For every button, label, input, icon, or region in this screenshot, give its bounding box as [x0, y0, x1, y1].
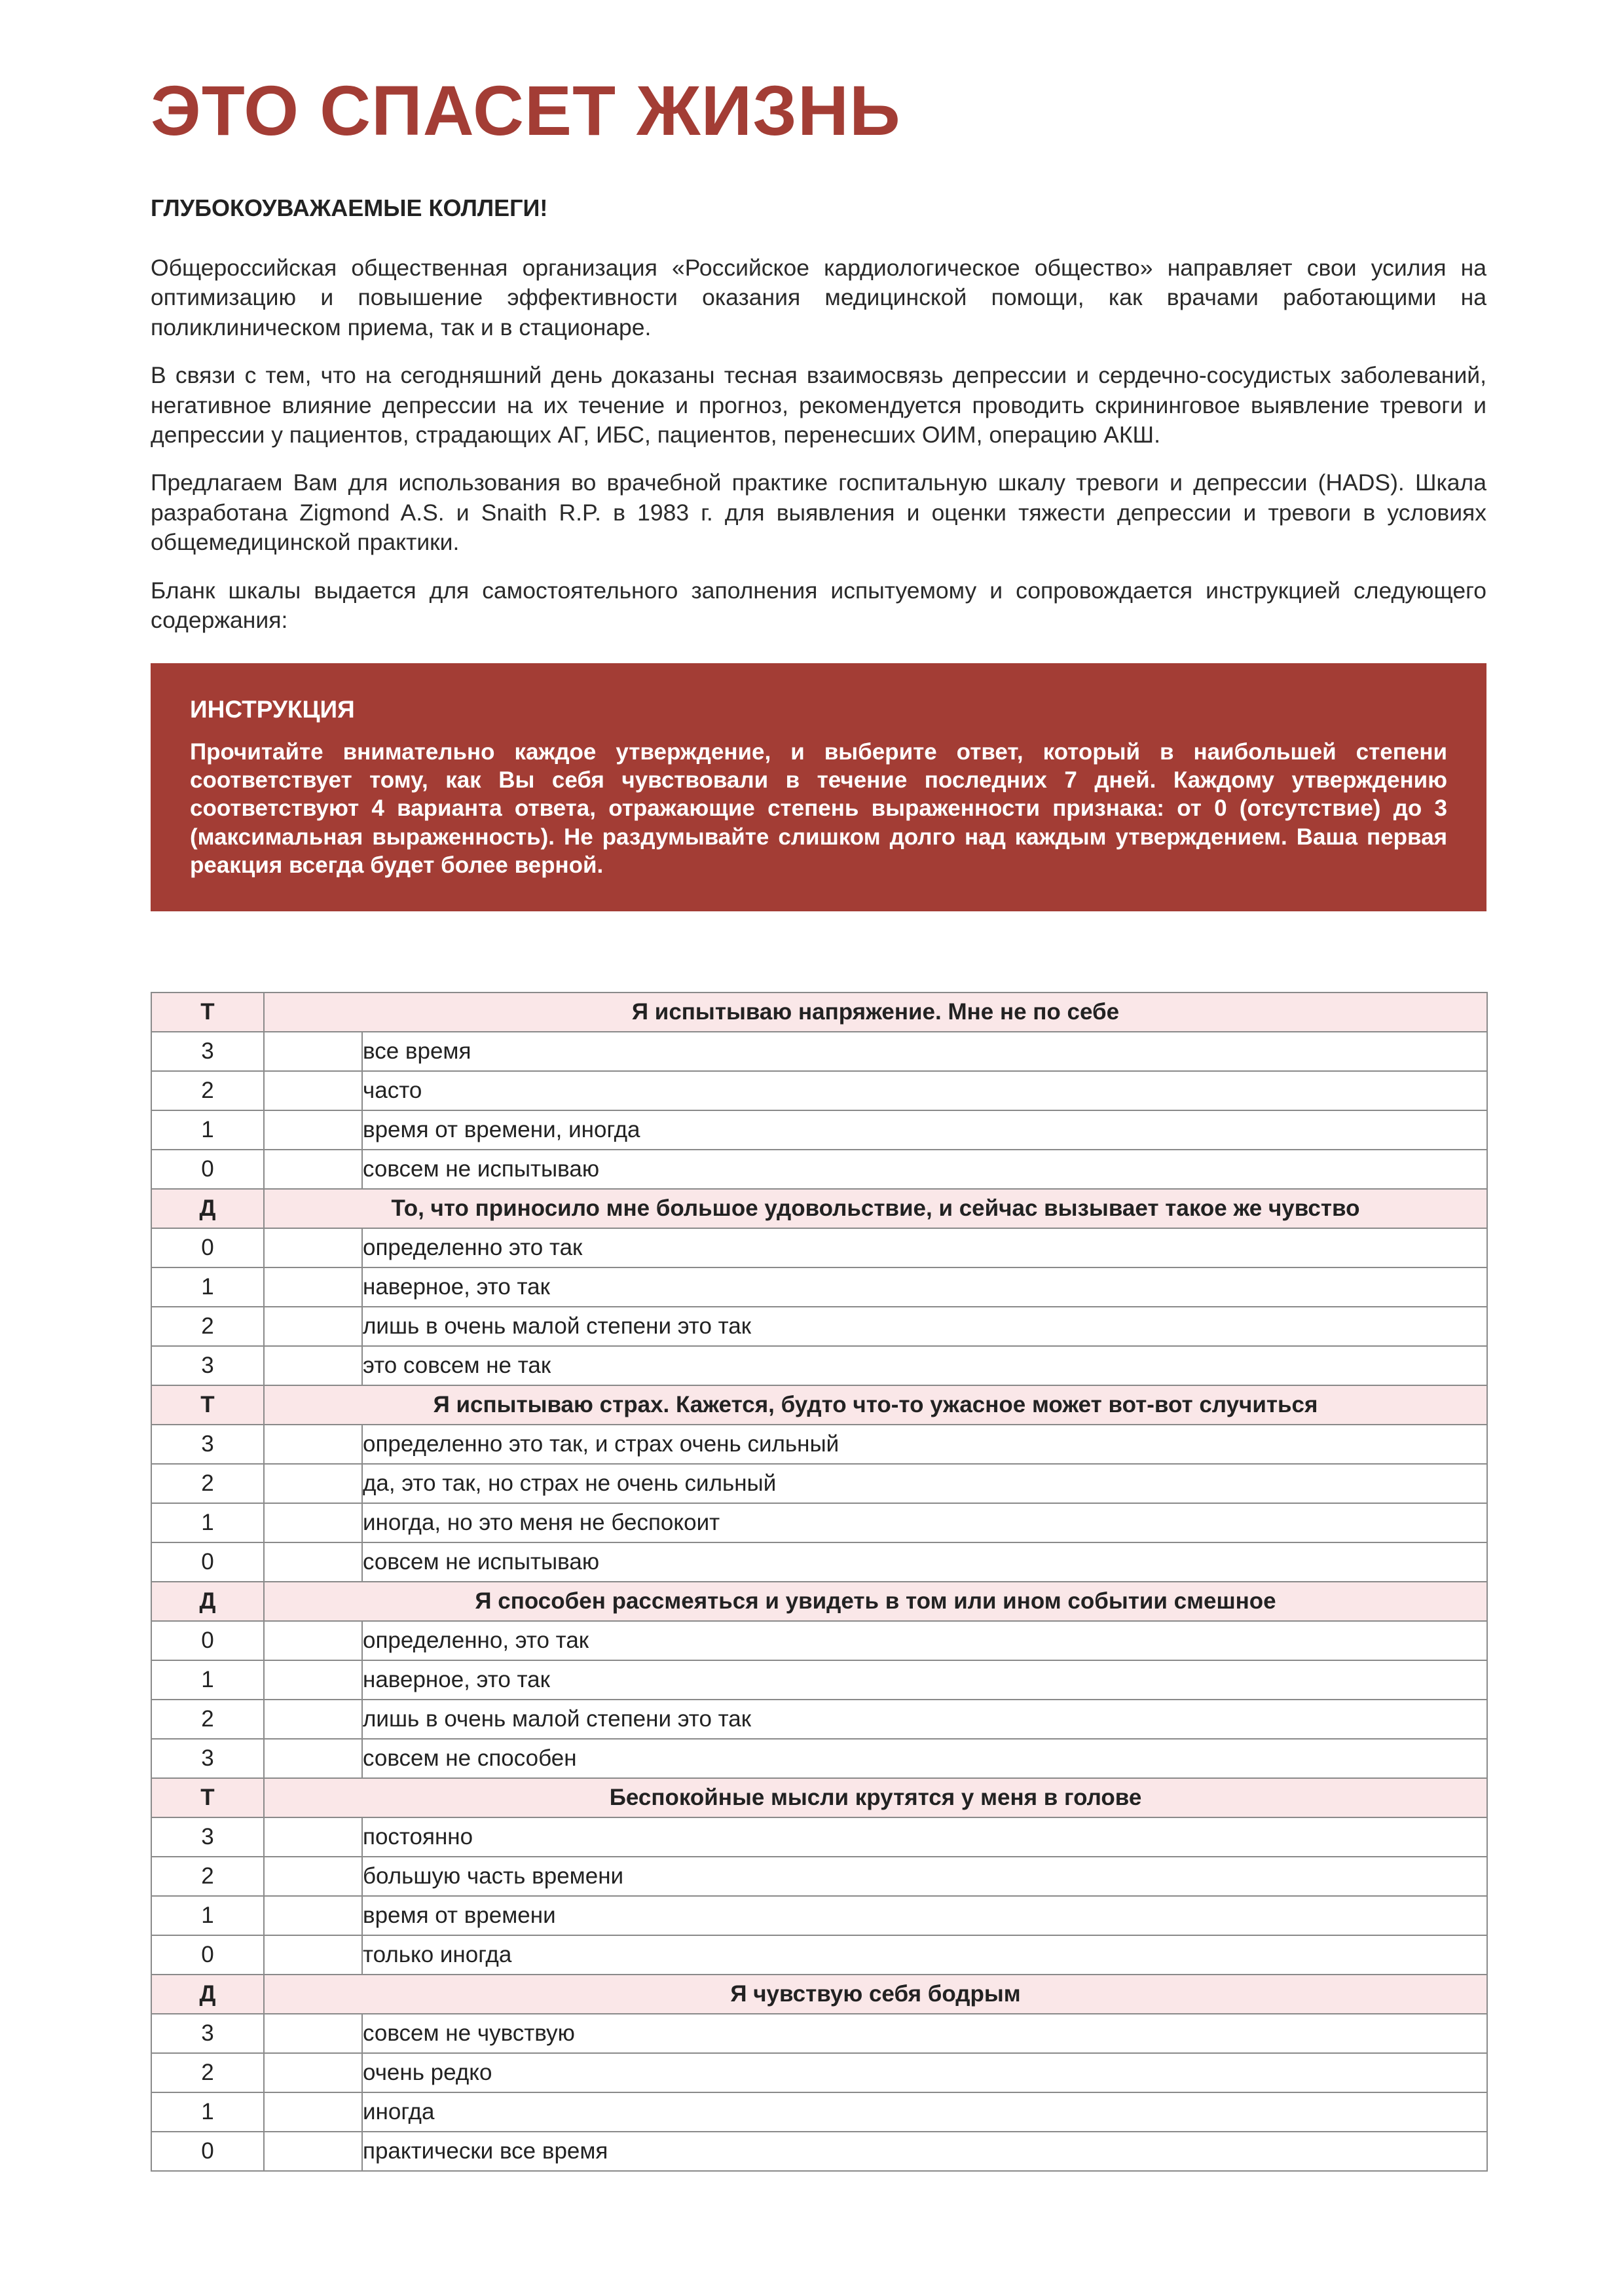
answer-text: время от времени, иногда — [362, 1110, 1487, 1150]
question-row — [151, 1582, 1487, 1621]
scale-letter: Д — [151, 1582, 264, 1621]
answer-row[interactable] — [151, 1267, 1487, 1307]
question-text: То, что приносило мне большое удовольствие, и сейчас вызывает такое же чувство — [264, 1189, 1487, 1228]
answer-score: 1 — [151, 1503, 264, 1542]
answer-row[interactable] — [151, 1110, 1487, 1150]
answer-mark-cell[interactable] — [264, 1228, 362, 1267]
answer-row[interactable] — [151, 1542, 1487, 1582]
answer-score: 0 — [151, 2132, 264, 2171]
answer-mark-cell[interactable] — [264, 1935, 362, 1975]
answer-mark-cell[interactable] — [264, 1542, 362, 1582]
answer-score: 2 — [151, 1857, 264, 1896]
answer-text: наверное, это так — [362, 1660, 1487, 1700]
answer-text: лишь в очень малой степени это так — [362, 1700, 1487, 1739]
answer-text: очень редко — [362, 2053, 1487, 2092]
answer-row[interactable] — [151, 1817, 1487, 1857]
answer-text: это совсем не так — [362, 1346, 1487, 1385]
answer-text: все время — [362, 1032, 1487, 1071]
answer-score: 2 — [151, 1307, 264, 1346]
question-row — [151, 1385, 1487, 1425]
answer-text: совсем не чувствую — [362, 2014, 1487, 2053]
question-text: Я испытываю напряжение. Мне не по себе — [264, 993, 1487, 1032]
answer-mark-cell[interactable] — [264, 1503, 362, 1542]
answer-text: лишь в очень малой степени это так — [362, 1307, 1487, 1346]
answer-text: да, это так, но страх не очень сильный — [362, 1464, 1487, 1503]
answer-score: 1 — [151, 2092, 264, 2132]
answer-row[interactable] — [151, 1464, 1487, 1503]
answer-row[interactable] — [151, 1346, 1487, 1385]
answer-mark-cell[interactable] — [264, 2053, 362, 2092]
instruction-box — [151, 663, 1486, 911]
question-text: Я чувствую себя бодрым — [264, 1975, 1487, 2014]
scale-letter: Т — [151, 1385, 264, 1425]
answer-score: 3 — [151, 1346, 264, 1385]
answer-score: 1 — [151, 1267, 264, 1307]
answer-score: 0 — [151, 1150, 264, 1189]
answer-mark-cell[interactable] — [264, 1621, 362, 1660]
answer-row[interactable] — [151, 1503, 1487, 1542]
answer-text: практически все время — [362, 2132, 1487, 2171]
answer-mark-cell[interactable] — [264, 1307, 362, 1346]
answer-row[interactable] — [151, 1700, 1487, 1739]
answer-text: только иногда — [362, 1935, 1487, 1975]
answer-score: 2 — [151, 1700, 264, 1739]
instruction-title: ИНСТРУКЦИЯ — [190, 695, 355, 723]
question-row — [151, 1975, 1487, 2014]
page-title: ЭТО СПАСЕТ ЖИЗНЬ — [151, 71, 901, 150]
instruction-text: Прочитайте внимательно каждое утверждение, и выберите ответ, который в наибольшей степени соответствует тому, как Вы себя чувствовали в течение последних 7 дней. Каждому утверждению соответствуют 4 варианта ответа, отражающие степень выраженности признака: от 0 (отсутствие) до 3 (максимальная выраженность). Не раздумывайте слишком долго над каждым утверждением. Ваша первая реакция всегда будет более верной. — [190, 738, 1447, 879]
answer-mark-cell[interactable] — [264, 1464, 362, 1503]
answer-score: 1 — [151, 1110, 264, 1150]
question-row — [151, 1189, 1487, 1228]
answer-score: 0 — [151, 1542, 264, 1582]
answer-score: 3 — [151, 1425, 264, 1464]
answer-row[interactable] — [151, 1660, 1487, 1700]
question-row — [151, 993, 1487, 1032]
scale-letter: Т — [151, 993, 264, 1032]
answer-text: часто — [362, 1071, 1487, 1110]
greeting: ГЛУБОКОУВАЖАЕМЫЕ КОЛЛЕГИ! — [151, 194, 548, 221]
intro-paragraph-3: Предлагаем Вам для использования во врачебной практике госпитальную шкалу тревоги и депрессии (HADS). Шкала разработана Zigmond A.S. и Snaith R.P. в 1983 г. для выявления и оценки тяжести депрессии и тревоги в условиях общемедицинской практики. — [151, 469, 1486, 556]
answer-mark-cell[interactable] — [264, 1110, 362, 1150]
answer-mark-cell[interactable] — [264, 1700, 362, 1739]
answer-row[interactable] — [151, 2053, 1487, 2092]
answer-text: совсем не способен — [362, 1739, 1487, 1778]
answer-row[interactable] — [151, 1621, 1487, 1660]
answer-mark-cell[interactable] — [264, 2014, 362, 2053]
answer-score: 2 — [151, 2053, 264, 2092]
answer-score: 0 — [151, 1935, 264, 1975]
answer-row[interactable] — [151, 2092, 1487, 2132]
answer-text: время от времени — [362, 1896, 1487, 1935]
answer-score: 2 — [151, 1071, 264, 1110]
intro-paragraph-4: Бланк шкалы выдается для самостоятельного заполнения испытуемому и сопровождается инструкцией следующего содержания: — [151, 577, 1486, 634]
answer-mark-cell[interactable] — [264, 1267, 362, 1307]
question-text: Беспокойные мысли крутятся у меня в голове — [264, 1778, 1487, 1817]
scale-letter: Д — [151, 1975, 264, 2014]
answer-mark-cell[interactable] — [264, 2092, 362, 2132]
answer-row[interactable] — [151, 1739, 1487, 1778]
answer-score: 3 — [151, 2014, 264, 2053]
answer-score: 0 — [151, 1621, 264, 1660]
question-text: Я испытываю страх. Кажется, будто что-то ужасное может вот-вот случиться — [264, 1385, 1487, 1425]
answer-score: 2 — [151, 1464, 264, 1503]
question-row — [151, 1778, 1487, 1817]
answer-mark-cell[interactable] — [264, 1817, 362, 1857]
question-text: Я способен рассмеяться и увидеть в том или ином событии смешное — [264, 1582, 1487, 1621]
answer-row[interactable] — [151, 1228, 1487, 1267]
answer-mark-cell[interactable] — [264, 1071, 362, 1110]
answer-row[interactable] — [151, 1425, 1487, 1464]
answer-row[interactable] — [151, 1896, 1487, 1935]
answer-row[interactable] — [151, 1307, 1487, 1346]
answer-mark-cell[interactable] — [264, 1425, 362, 1464]
answer-mark-cell[interactable] — [264, 1660, 362, 1700]
answer-row[interactable] — [151, 1857, 1487, 1896]
answer-text: иногда — [362, 2092, 1487, 2132]
intro-paragraph-2: В связи с тем, что на сегодняшний день доказаны тесная взаимосвязь депрессии и сердечно-сосудистых заболеваний, негативное влияние депрессии на их течение и прогноз, рекомендуется проводить скрининговое выявление тревоги и депрессии у пациентов, страдающих АГ, ИБС, пациентов, перенесших ОИМ, операцию АКШ. — [151, 362, 1486, 448]
answer-text: совсем не испытываю — [362, 1542, 1487, 1582]
answer-row[interactable] — [151, 2014, 1487, 2053]
answer-mark-cell[interactable] — [264, 1896, 362, 1935]
page-content — [151, 72, 1486, 911]
answer-text: определенно, это так — [362, 1621, 1487, 1660]
answer-score: 0 — [151, 1228, 264, 1267]
answer-text: определенно это так, и страх очень сильный — [362, 1425, 1487, 1464]
scale-letter: Д — [151, 1189, 264, 1228]
answer-mark-cell[interactable] — [264, 2132, 362, 2171]
answer-score: 3 — [151, 1739, 264, 1778]
answer-text: иногда, но это меня не беспокоит — [362, 1503, 1487, 1542]
answer-mark-cell[interactable] — [264, 1857, 362, 1896]
answer-row[interactable] — [151, 1935, 1487, 1975]
scale-letter: Т — [151, 1778, 264, 1817]
answer-mark-cell[interactable] — [264, 1739, 362, 1778]
answer-text: большую часть времени — [362, 1857, 1487, 1896]
answer-row[interactable] — [151, 2132, 1487, 2171]
answer-text: определенно это так — [362, 1228, 1487, 1267]
answer-text: совсем не испытываю — [362, 1150, 1487, 1189]
answer-score: 3 — [151, 1817, 264, 1857]
answer-score: 1 — [151, 1896, 264, 1935]
answer-mark-cell[interactable] — [264, 1346, 362, 1385]
answer-row[interactable] — [151, 1150, 1487, 1189]
answer-text: наверное, это так — [362, 1267, 1487, 1307]
answer-mark-cell[interactable] — [264, 1150, 362, 1189]
hads-questionnaire-table — [151, 992, 1488, 2172]
answer-row[interactable] — [151, 1032, 1487, 1071]
answer-row[interactable] — [151, 1071, 1487, 1110]
intro-paragraph-1: Общероссийская общественная организация «Российское кардиологическое общество» направляет свои усилия на оптимизацию и повышение эффективности оказания медицинской помощи, как врачами работающими на поликлиническом приема, так и в стационаре. — [151, 254, 1486, 340]
answer-mark-cell[interactable] — [264, 1032, 362, 1071]
answer-score: 1 — [151, 1660, 264, 1700]
answer-text: постоянно — [362, 1817, 1487, 1857]
answer-score: 3 — [151, 1032, 264, 1071]
